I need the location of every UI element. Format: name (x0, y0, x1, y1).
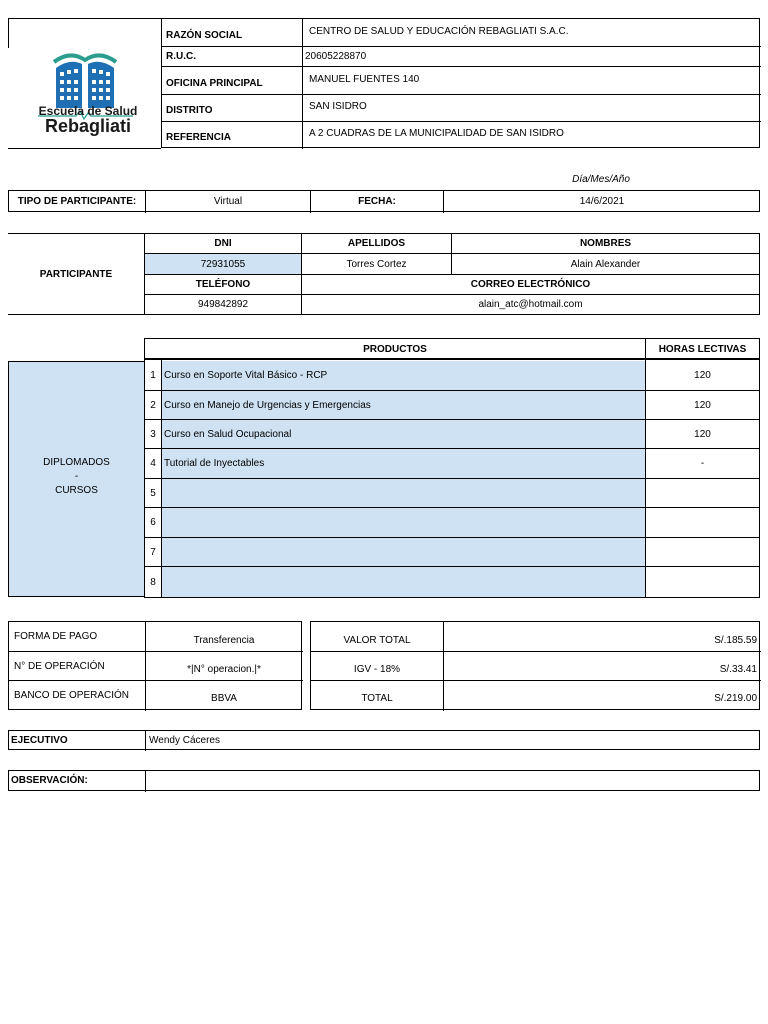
logo-line1: Escuela de Salud (38, 104, 138, 118)
apellidos-value: Torres Cortez (346, 258, 407, 270)
company-table (161, 18, 760, 148)
igv-value: S/.33.41 (719, 663, 757, 675)
product-row-2-number: 2 (150, 399, 156, 411)
apellidos-label: APELLIDOS (347, 237, 406, 249)
operacion-label: N° DE OPERACIÓN (14, 660, 105, 672)
product-row-4-name: Tutorial de Inyectables (164, 458, 265, 469)
category-line1: DIPLOMADOS (43, 457, 110, 468)
value-oficina: MANUEL FUENTES 140 (309, 73, 420, 85)
payment-left-table (8, 621, 302, 710)
logo (8, 18, 161, 148)
product-row-5-name (164, 479, 644, 507)
igv-label: IGV - 18% (353, 663, 401, 675)
total-value: S/.219.00 (714, 692, 757, 704)
operacion-value: *|N° operacion.|* (187, 663, 261, 675)
banco-label: BANCO DE OPERACIÓN (14, 689, 130, 701)
label-ruc: R.U.C. (166, 50, 196, 62)
observacion-label: OBSERVACIÓN: (11, 775, 88, 786)
forma-pago-label: FORMA DE PAGO (14, 631, 98, 642)
nombres-label: NOMBRES (579, 237, 632, 249)
value-razon-social: CENTRO DE SALUD Y EDUCACIÓN REBAGLIATI S.A.C. (309, 25, 569, 37)
dni-label: DNI (214, 237, 232, 249)
telefono-value: 949842892 (197, 299, 249, 310)
product-row-3-hours: 120 (694, 428, 711, 440)
label-oficina: OFICINA PRINCIPAL (166, 77, 263, 89)
products-header: PRODUCTOS (363, 343, 427, 355)
correo-label: CORREO ELECTRÓNICO (470, 279, 591, 290)
telefono-label: TELÉFONO (195, 279, 251, 290)
product-row-3-name: Curso en Salud Ocupacional (164, 428, 292, 440)
date-value: 14/6/2021 (579, 195, 625, 207)
category-label (8, 456, 145, 498)
date-format-hint: Día/Mes/Año (572, 173, 630, 185)
product-row-5-hours (646, 479, 759, 507)
product-row-6-number: 6 (150, 517, 156, 528)
product-row-3-number: 3 (150, 428, 156, 440)
product-row-6-hours (646, 508, 759, 537)
value-referencia: A 2 CUADRAS DE LA MUNICIPALIDAD DE SAN ISIDRO (309, 127, 564, 139)
forma-pago-value: Transferencia (193, 635, 255, 646)
product-row-1-name: Curso en Soporte Vital Básico - RCP (164, 370, 328, 381)
category-line3: CURSOS (55, 485, 98, 496)
correo-value: alain_atc@hotmail.com (478, 299, 583, 310)
value-ruc: 20605228870 (305, 50, 367, 62)
product-row-1-hours: 120 (694, 370, 711, 381)
ejecutivo-row (8, 730, 760, 750)
product-row-1-number: 1 (150, 370, 156, 381)
products-rows (144, 360, 760, 598)
banco-value: BBVA (211, 692, 237, 704)
products-table (8, 338, 760, 598)
label-razon-social: RAZÓN SOCIAL (166, 29, 243, 41)
total-label: TOTAL (361, 692, 393, 704)
valor-total-label: VALOR TOTAL (343, 635, 411, 646)
label-distrito: DISTRITO (166, 104, 213, 116)
participant-type-row (8, 190, 760, 212)
product-row-8-number: 8 (150, 576, 156, 588)
product-row-6-name (164, 508, 644, 537)
participant-section-label: PARTICIPANTE (39, 268, 113, 280)
product-row-7-hours (646, 538, 759, 566)
company-header (8, 18, 760, 148)
observacion-value[interactable] (149, 771, 749, 790)
label-referencia: REFERENCIA (166, 131, 232, 143)
school-building-icon (52, 48, 118, 110)
dni-value: 72931055 (200, 258, 246, 270)
product-row-8-name (164, 567, 644, 597)
participant-type-value: Virtual (213, 195, 243, 207)
logo-line2: Rebagliati (44, 116, 132, 136)
hours-header: HORAS LECTIVAS (658, 343, 747, 355)
payment-right-table (310, 621, 760, 710)
ejecutivo-label: EJECUTIVO (11, 734, 68, 746)
category-line2: - (74, 471, 79, 482)
product-row-7-name (164, 538, 644, 566)
product-row-4-hours: - (700, 458, 705, 469)
product-row-2-hours: 120 (694, 399, 711, 411)
participant-table (8, 233, 760, 315)
product-row-5-number: 5 (150, 487, 156, 499)
date-label: FECHA: (358, 195, 396, 207)
product-row-7-number: 7 (150, 546, 156, 558)
participant-type-label: TIPO DE PARTICIPANTE: (17, 195, 137, 207)
ejecutivo-value: Wendy Cáceres (149, 734, 220, 746)
product-row-8-hours (646, 567, 759, 597)
observacion-row (8, 770, 760, 791)
product-row-4-number: 4 (150, 458, 156, 469)
product-row-2-name: Curso en Manejo de Urgencias y Emergencias (164, 399, 371, 411)
valor-total-value: S/.185.59 (714, 635, 757, 646)
value-distrito: SAN ISIDRO (309, 100, 367, 112)
nombres-value: Alain Alexander (570, 258, 641, 270)
